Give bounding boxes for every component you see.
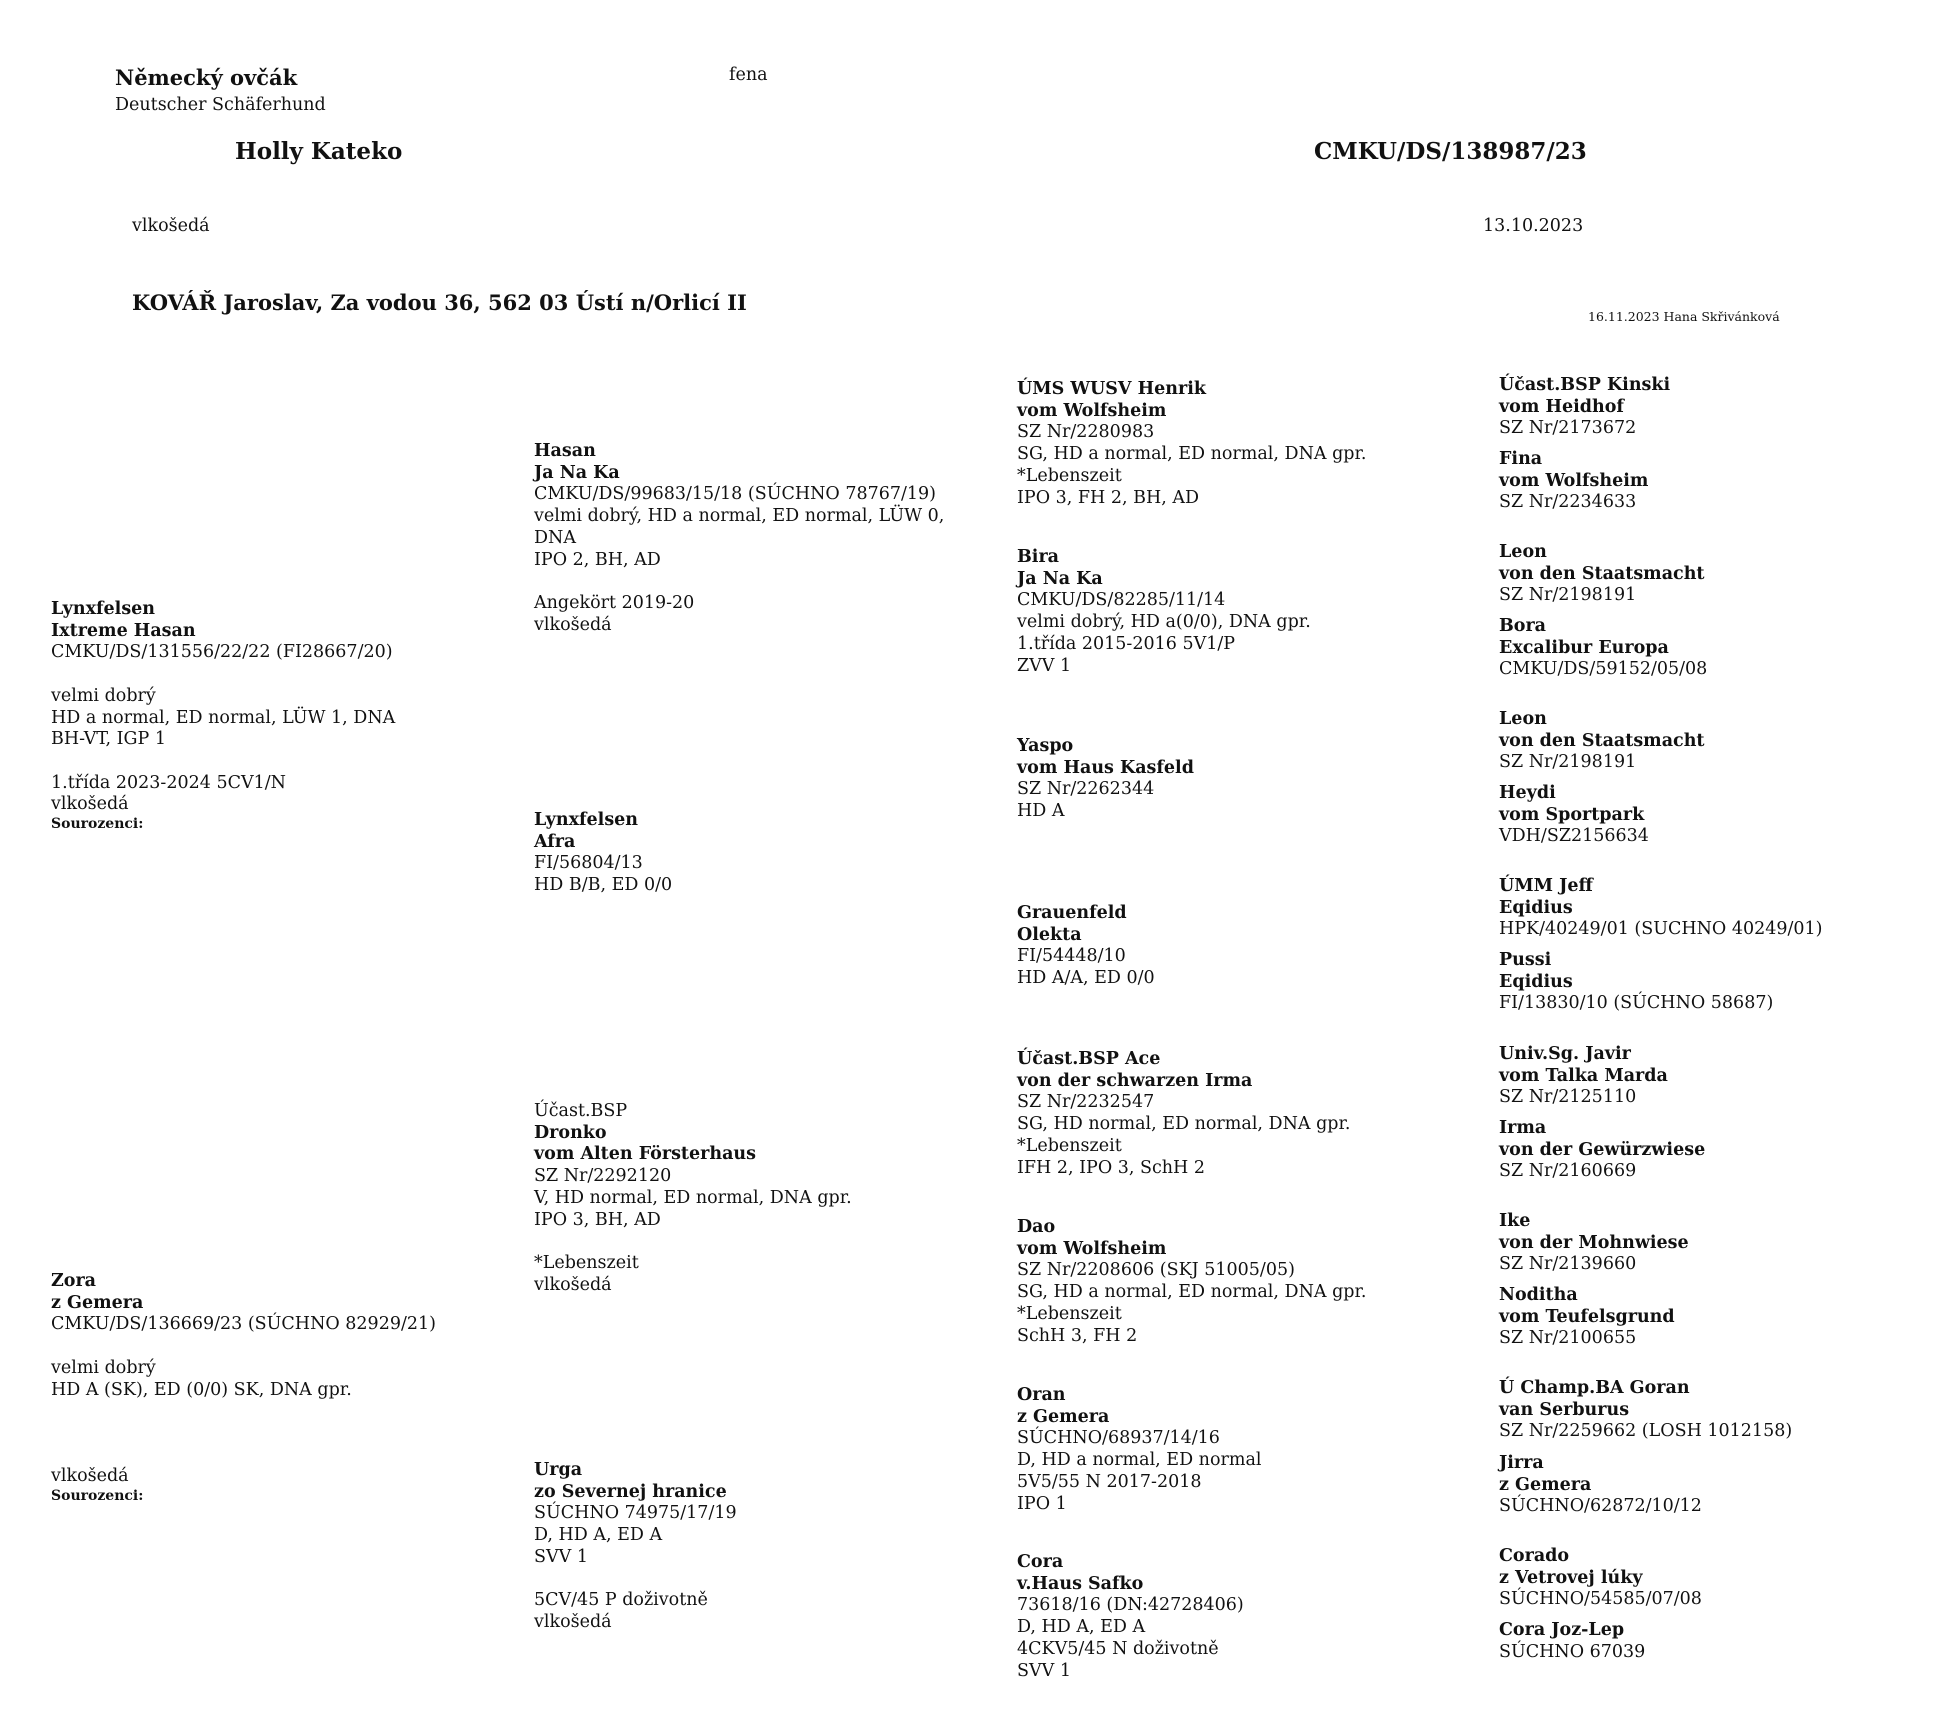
gggp-entry [1499,783,1649,848]
gggp-entry [1499,542,1705,607]
gp-sire-sire [534,441,944,636]
ggp-health: D, HD A, ED A [1017,1617,1146,1638]
gggp-line1: Univ.Sg. Javir [1499,1044,1631,1064]
ggp-reg: SZ Nr/2280983 [1017,422,1155,443]
dam-color: vlkošedá [51,1466,129,1486]
ggp-line1: Oran [1017,1385,1066,1405]
sire-exams: BH-VT, IGP 1 [51,729,166,750]
gggp-line1: Ike [1499,1211,1531,1231]
gp-name: Ja Na Ka [534,462,620,483]
gp-exams: IPO 2, BH, AD [534,549,661,570]
gggp-reg: SZ Nr/2259662 (LOSH 1012158) [1499,1421,1793,1442]
gggp-entry [1499,449,1648,514]
sire-entry [51,599,395,833]
ggp-line1: Bira [1017,547,1059,567]
ggp-entry [1017,379,1367,509]
ggp-entry [1017,903,1155,990]
gp-note: Angekört 2019-20 [534,592,695,613]
gp-reg: FI/56804/13 [534,853,643,874]
gggp-line2: Eqidius [1499,971,1573,992]
gggp-line2: vom Sportpark [1499,804,1645,825]
gggp-reg: CMKU/DS/59152/05/08 [1499,659,1708,680]
gggp-line1: ÚMM Jeff [1499,876,1593,896]
ggp-note: *Lebenszeit [1017,1135,1122,1156]
gggp-line2: von den Staatsmacht [1499,563,1705,584]
gp-name: Afra [534,831,576,852]
ggp-exams: IPO 1 [1017,1493,1067,1514]
gggp-line2: van Serburus [1499,1399,1630,1420]
gggp-entry [1499,709,1705,774]
gggp-entry [1499,1285,1675,1350]
sire-name: Ixtreme Hasan [51,620,196,641]
gp-color: vlkošedá [534,1611,612,1632]
gggp-line1: Leon [1499,542,1547,562]
issue-stamp: 16.11.2023 Hana Skřivánková [1588,309,1780,324]
ggp-line2: vom Haus Kasfeld [1017,757,1194,778]
gp-health: velmi dobrý, HD a normal, ED normal, LÜW 0, [534,506,945,527]
gp-exams: SVV 1 [534,1546,588,1567]
dam-entry [51,1271,436,1401]
sire-health: HD a normal, ED normal, LÜW 1, DNA [51,707,396,728]
ggp-health: HD A [1017,801,1065,822]
gp-name: vom Alten Försterhaus [534,1144,756,1165]
gggp-line2: vom Wolfsheim [1499,470,1649,491]
sire-kennel: Lynxfelsen [51,599,156,619]
ggp-line2: v.Haus Safko [1017,1573,1144,1594]
gggp-entry [1499,1378,1792,1443]
ggp-note: *Lebenszeit [1017,465,1122,486]
ggp-entry [1017,1385,1261,1515]
ggp-exams: SchH 3, FH 2 [1017,1325,1138,1346]
gp-dam-dam [534,1460,737,1634]
ggp-health: SG, HD a normal, ED normal, DNA gpr. [1017,444,1367,465]
ggp-reg: CMKU/DS/82285/11/14 [1017,590,1226,611]
gggp-line1: Noditha [1499,1285,1578,1305]
gggp-line2: z Vetrovej lúky [1499,1567,1643,1588]
dam-footer [51,1466,143,1505]
ggp-exams: ZVV 1 [1017,655,1072,676]
gggp-reg: FI/13830/10 (SÚCHNO 58687) [1499,993,1774,1014]
gp-title: Účast.BSP [534,1101,628,1121]
gggp-reg: SZ Nr/2125110 [1499,1087,1637,1108]
gggp-line1: Jirra [1499,1453,1544,1473]
ggp-exams: IFH 2, IPO 3, SchH 2 [1017,1157,1206,1178]
ggp-reg: SZ Nr/2262344 [1017,779,1155,800]
ggp-reg: FI/54448/10 [1017,946,1126,967]
coat-color: vlkošedá [132,216,210,236]
ggp-class: 4CKV5/45 N doživotně [1017,1638,1219,1659]
sire-rating: velmi dobrý [51,685,156,706]
gggp-reg: SZ Nr/2139660 [1499,1254,1637,1275]
ggp-reg: 73618/16 (DN:42728406) [1017,1595,1244,1616]
ggp-health: D, HD a normal, ED normal [1017,1450,1262,1471]
gggp-line1: Ú Champ.BA Goran [1499,1378,1690,1398]
gp-reg: SZ Nr/2292120 [534,1166,672,1187]
dam-health: HD A (SK), ED (0/0) SK, DNA gpr. [51,1379,352,1400]
gggp-line2: von der Mohnwiese [1499,1232,1689,1253]
gggp-reg: HPK/40249/01 (SUCHNO 40249/01) [1499,919,1823,940]
ggp-entry [1017,1552,1244,1682]
gp-color: vlkošedá [534,614,612,635]
gggp-line2: z Gemera [1499,1474,1592,1495]
ggp-line2: vom Wolfsheim [1017,1238,1167,1259]
sire-color: vlkošedá [51,794,129,815]
gggp-entry [1499,950,1773,1015]
gggp-entry [1499,1044,1668,1109]
gggp-entry [1499,1620,1645,1663]
gp-reg: CMKU/DS/99683/15/18 (SÚCHNO 78767/19) [534,484,936,505]
dam-reg: CMKU/DS/136669/23 (SÚCHNO 82929/21) [51,1314,436,1335]
dam-siblings: Sourozenci: [51,1487,144,1504]
gggp-line1: Pussi [1499,950,1552,970]
gggp-line1: Leon [1499,709,1547,729]
sire-reg: CMKU/DS/131556/22/22 (FI28667/20) [51,642,393,663]
gggp-line1: Fina [1499,449,1543,469]
gggp-reg: SZ Nr/2160669 [1499,1161,1637,1182]
ggp-health: SG, HD a normal, ED normal, DNA gpr. [1017,1282,1367,1303]
gp-health-cont: DNA [534,527,576,548]
dam-kennel: Zora [51,1271,97,1291]
gggp-line1: Irma [1499,1118,1547,1138]
gggp-reg: VDH/SZ2156634 [1499,826,1649,847]
gggp-line2: vom Talka Marda [1499,1065,1668,1086]
breed-title-de: Deutscher Schäferhund [115,95,326,115]
ggp-line1: Účast.BSP Ace [1017,1049,1161,1069]
gp-health: D, HD A, ED A [534,1525,663,1546]
ggp-entry [1017,736,1194,823]
ggp-entry [1017,547,1311,677]
gp-kennel: Dronko [534,1122,607,1143]
gp-note: 5CV/45 P doživotně [534,1590,708,1611]
gp-sire-dam [534,810,672,897]
ggp-line1: Grauenfeld [1017,903,1127,923]
registration-number: CMKU/DS/138987/23 [1314,138,1587,165]
gggp-entry [1499,616,1707,681]
sire-class: 1.třída 2023-2024 5CV1/N [51,772,286,793]
gggp-line1: Corado [1499,1546,1570,1566]
ggp-entry [1017,1217,1367,1347]
gggp-line2: Excalibur Europa [1499,637,1669,658]
ggp-exams: IPO 3, FH 2, BH, AD [1017,487,1199,508]
gggp-line1: Účast.BSP Kinski [1499,375,1671,395]
ggp-note: *Lebenszeit [1017,1303,1122,1324]
ggp-health: SG, HD normal, ED normal, DNA gpr. [1017,1114,1351,1135]
gggp-entry [1499,1118,1705,1183]
gggp-line1: Heydi [1499,783,1556,803]
gp-reg: SÚCHNO 74975/17/19 [534,1503,737,1524]
gp-dam-sire [534,1101,852,1296]
ggp-health: HD A/A, ED 0/0 [1017,968,1155,989]
gp-note: *Lebenszeit [534,1252,639,1273]
dog-name: Holly Kateko [235,138,403,165]
gggp-reg: SÚCHNO 67039 [1499,1641,1646,1662]
gggp-reg: SÚCHNO/62872/10/12 [1499,1496,1702,1517]
ggp-exams: SVV 1 [1017,1660,1071,1681]
breed-title: Německý ovčák [115,65,298,90]
gp-kennel: Urga [534,1460,583,1480]
gggp-entry [1499,1211,1689,1276]
ggp-class: 5V5/55 N 2017-2018 [1017,1471,1202,1492]
gggp-entry [1499,1453,1702,1518]
breeder-address: KOVÁŘ Jaroslav, Za vodou 36, 562 03 Ústí n/Orlicí II [132,290,747,315]
ggp-reg: SZ Nr/2208606 (SKJ 51005/05) [1017,1260,1295,1281]
gggp-reg: SZ Nr/2234633 [1499,492,1637,513]
dam-rating: velmi dobrý [51,1357,156,1378]
dam-name: z Gemera [51,1292,144,1313]
ggp-line2: Ja Na Ka [1017,568,1103,589]
ggp-line2: z Gemera [1017,1406,1110,1427]
ggp-line1: Dao [1017,1217,1056,1237]
birth-date: 13.10.2023 [1483,216,1584,236]
gggp-line2: von den Staatsmacht [1499,730,1705,751]
gp-kennel: Hasan [534,441,596,461]
gp-kennel: Lynxfelsen [534,810,639,830]
gggp-line1: Bora [1499,616,1547,636]
ggp-line1: Yaspo [1017,736,1074,756]
gggp-line2: vom Teufelsgrund [1499,1306,1675,1327]
gp-color: vlkošedá [534,1274,612,1295]
gp-name: zo Severnej hranice [534,1481,727,1502]
gggp-line2: von der Gewürzwiese [1499,1139,1706,1160]
sex-label: fena [729,65,768,85]
gggp-reg: SÚCHNO/54585/07/08 [1499,1589,1702,1610]
ggp-line1: ÚMS WUSV Henrik [1017,379,1206,399]
gggp-line2: Eqidius [1499,897,1573,918]
ggp-line2: vom Wolfsheim [1017,400,1167,421]
ggp-class: 1.třída 2015-2016 5V1/P [1017,633,1236,654]
gggp-entry [1499,876,1823,941]
ggp-line2: von der schwarzen Irma [1017,1070,1253,1091]
gggp-reg: SZ Nr/2198191 [1499,752,1637,773]
gp-exams: IPO 3, BH, AD [534,1209,661,1230]
gggp-line2: vom Heidhof [1499,396,1624,417]
ggp-health: velmi dobrý, HD a(0/0), DNA gpr. [1017,612,1311,633]
sire-siblings: Sourozenci: [51,816,144,832]
gggp-reg: SZ Nr/2173672 [1499,418,1637,439]
ggp-line2: Olekta [1017,924,1082,945]
gp-health: HD B/B, ED 0/0 [534,875,673,896]
gggp-entry [1499,1546,1702,1611]
gggp-reg: SZ Nr/2198191 [1499,585,1637,606]
gggp-entry [1499,375,1670,440]
ggp-line1: Cora [1017,1552,1064,1572]
ggp-entry [1017,1049,1351,1179]
gp-health: V, HD normal, ED normal, DNA gpr. [534,1187,852,1208]
ggp-reg: SÚCHNO/68937/14/16 [1017,1428,1220,1449]
gggp-line1: Cora Joz-Lep [1499,1620,1625,1640]
ggp-reg: SZ Nr/2232547 [1017,1092,1155,1113]
gggp-reg: SZ Nr/2100655 [1499,1328,1637,1349]
